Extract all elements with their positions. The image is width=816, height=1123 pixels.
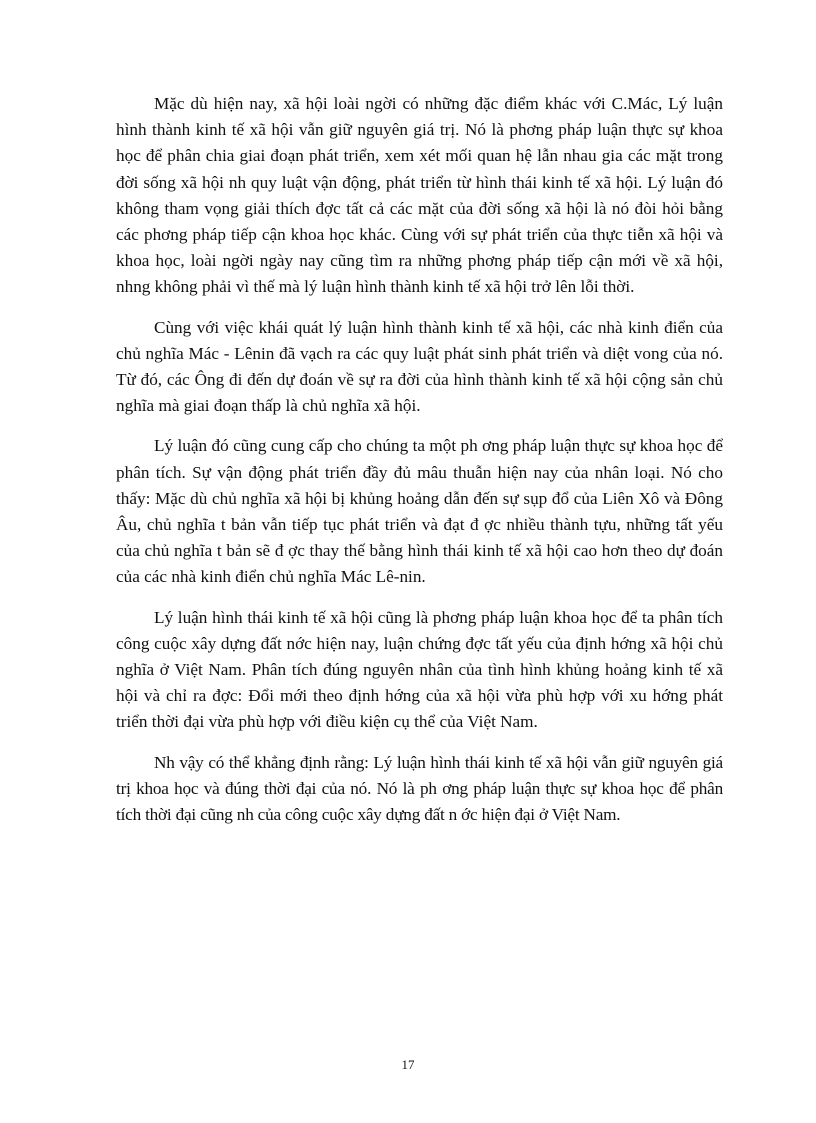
paragraph: Nh vậy có thể khẳng định rằng: Lý luận hình thái kinh tế xã hội vẫn giữ nguyên giá trị khoa học và đúng thời đại của nó. Nó là ph ơng pháp luận thực sự khoa học để phân tích thời đại cũng nh của công cuộc xây dựng đất n ớc hiện đại ở Việt Nam. — [116, 752, 723, 825]
paragraph: Lý luận hình thái kinh tế xã hội cũng là phơng pháp luận khoa học để ta phân tích công cuộc xây dựng đất nớc hiện nay, luận chứng đợc tất yếu của định hớng xã hội chủ nghĩa ở Việt Nam. Phân tích đúng nguyên nhân của tình hình khủng hoảng kinh tế xã hội và chỉ ra đợc: Đổi mới theo định hớng của xã hội vừa phù hợp với xu hớng phát triển thời đại vừa phù hợp với điều kiện cụ thể của Việt Nam. — [116, 607, 723, 732]
body-text — [116, 91, 723, 842]
paragraph: Lý luận đó cũng cung cấp cho chúng ta một ph ơng pháp luận thực sự khoa học để phân tích. Sự vận động phát triển đầy đủ mâu thuẫn hiện nay của nhân loại. Nó cho thấy: Mặc dù chủ nghĩa xã hội bị khủng hoảng dẫn đến sự sụp đổ của Liên Xô và Đông Âu, chủ nghĩa t bản vẫn tiếp tục phát triển và đạt đ ợc nhiều thành tựu, những tất yếu của chủ nghĩa t bản sẽ đ ợc thay thế bằng hình thái kinh tế xã hội cao hơn theo dự đoán của các nhà kinh điển chủ nghĩa Mác Lê-nin. — [116, 436, 723, 587]
paragraph: Cùng với việc khái quát lý luận hình thành kinh tế xã hội, các nhà kinh điển của chủ nghĩa Mác - Lênin đã vạch ra các quy luật phát sinh phát triển và diệt vong của nó. Từ đó, các Ông đi đến dự đoán về sự ra đời của hình thành kinh tế xã hội cộng sản chủ nghĩa mà giai đoạn thấp là chủ nghĩa xã hội. — [116, 317, 723, 416]
paragraph: Mặc dù hiện nay, xã hội loài ngời có những đặc điểm khác với C.Mác, Lý luận hình thành kinh tế xã hội vẫn giữ nguyên giá trị. Nó là phơng pháp luận thực sự khoa học để phân chia giai đoạn phát triển, xem xét mối quan hệ lẫn nhau gia các mặt trong đời sống xã hội nh quy luật vận động, phát triển từ hình thái kinh tế xã hội. Lý luận đó không tham vọng giải thích đợc tất cả các mặt của đời sống xã hội là nó đòi hỏi bằng các phơng pháp tiếp cận khoa học khác. Cùng với sự phát triển của thực tiễn xã hội và khoa học, loài ngời ngày nay cũng tìm ra những phơng pháp tiếp cận mới về xã hội, nhng không phải vì thế mà lý luận hình thành kinh tế xã hội trở lên lỗi thời. — [116, 94, 723, 297]
page-number: 17 — [401, 1057, 415, 1072]
